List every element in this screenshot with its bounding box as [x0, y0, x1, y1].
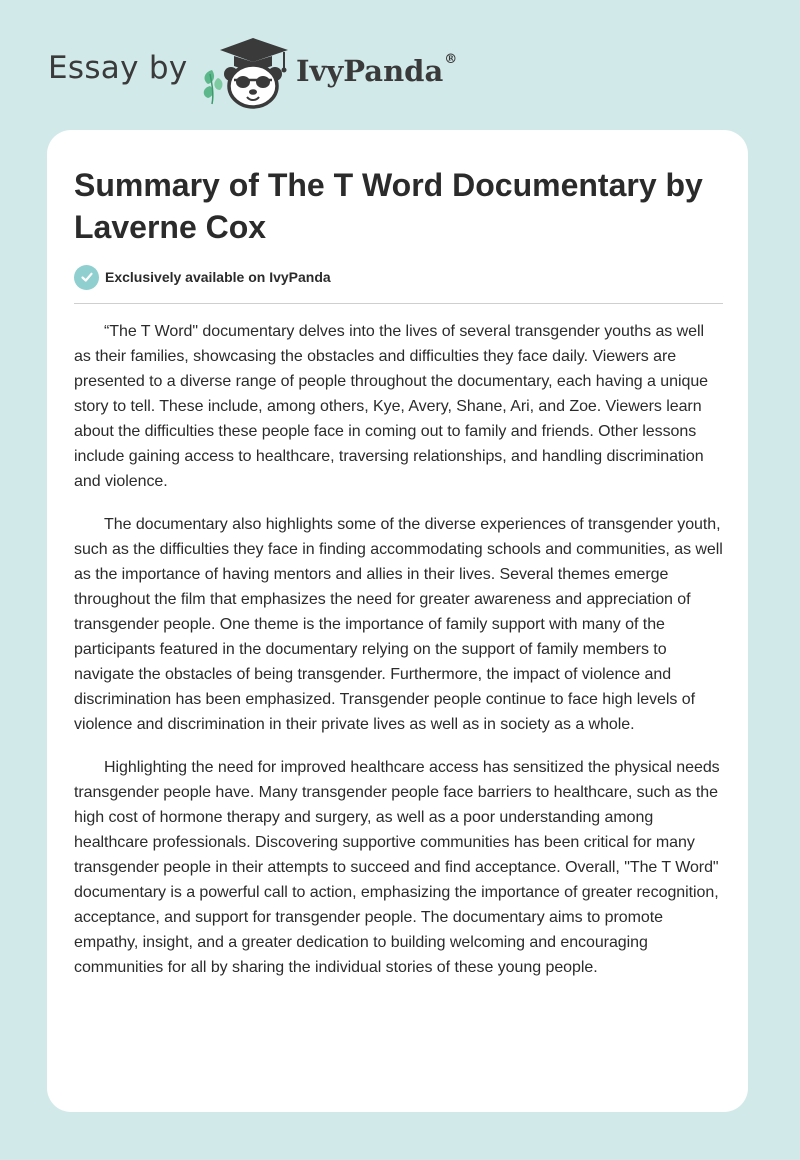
check-icon: [74, 265, 99, 290]
exclusive-badge-row: [74, 264, 331, 290]
paragraph-3: Highlighting the need for improved healthcare access has sensitized the physical needs transgender people have. Many transgender people face barriers to healthcare, such as the high cost of hormone therapy and surgery, as well as a poor understanding among healthcare professionals. Discovering supportive communities has been critical for many transgender people in their attempts to succeed and find acceptance. Overall, "The T Word" documentary is a powerful call to action, emphasizing the importance of greater recognition, acceptance, and support for transgender people. The documentary aims to promote empathy, insight, and a greater dedication to building welcoming and encouraging communities for all by sharing the individual stories of these young people.: [74, 759, 720, 976]
page-title: Summary of The T Word Documentary by Laverne Cox: [74, 167, 703, 245]
ivy-leaf-icon: [204, 70, 223, 104]
brand-name[interactable]: [296, 54, 457, 88]
panda-face-icon: [224, 65, 282, 107]
divider: [74, 303, 723, 304]
site-header: [0, 0, 800, 130]
registered-mark: ®: [444, 52, 458, 67]
paragraph-2: The documentary also highlights some of the diverse experiences of transgender youth, such as the difficulties they face in finding accommodating schools and communities, as well as the importance of having mentors and allies in their lives. Several themes emerge throughout the film that emphasizes the need for greater awareness and appreciation of transgender people. One theme is the importance of family support with many of the participants featured in the documentary relying on the support of family members to navigate the obstacles of being transgender. Furthermore, the impact of violence and discrimination has been emphasized. Transgender people continue to face high levels of violence and discrimination in their private lives as well as in society as a whole.: [74, 516, 723, 733]
ivypanda-logo-icon[interactable]: [198, 34, 294, 110]
brand-text: IvyPanda: [296, 54, 444, 88]
paragraph-1: “The T Word" documentary delves into the lives of several transgender youths as well as their families, showcasing the obstacles and difficulties they face daily. Viewers are presented to a diverse range of people throughout the documentary, each having a unique story to tell. These include, among others, Kye, Avery, Shane, Ari, and Zoe. Viewers learn about the difficulties these people face in coming out to family and friends. Other lessons include gaining access to healthcare, traversing relationships, and handling discrimination and violence.: [74, 323, 709, 490]
essay-by-label: Essay by: [48, 50, 188, 86]
essay-card: [47, 130, 748, 1112]
essay-body: [74, 319, 725, 998]
exclusive-label: Exclusively available on IvyPanda: [105, 269, 331, 285]
